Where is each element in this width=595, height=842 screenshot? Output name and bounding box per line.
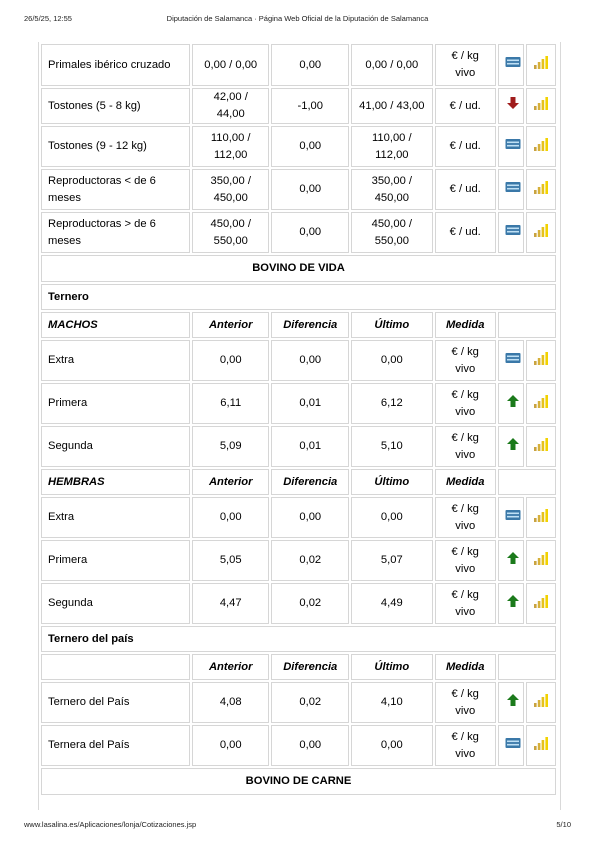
ultimo-value: 4,10 [351,682,433,723]
header-diferencia: Diferencia [271,312,349,338]
bar-chart-icon[interactable] [533,223,549,243]
product-name: Tostones (9 - 12 kg) [41,126,190,167]
chart-cell[interactable] [526,540,556,581]
table-row [41,497,556,538]
bar-chart-icon[interactable] [533,96,549,116]
diferencia-value: 0,02 [271,540,349,581]
product-name: Primera [41,540,190,581]
trend-cell [498,88,525,124]
anterior-value: 6,11 [192,383,270,424]
diferencia-value: 0,00 [271,44,349,86]
anterior-value: 450,00 / 550,00 [192,212,270,253]
chart-cell[interactable] [526,126,556,167]
table-row [41,44,556,86]
ultimo-value: 4,49 [351,583,433,624]
table-row [41,212,556,253]
table-row [41,126,556,167]
table-row [41,583,556,624]
down-arrow-icon [505,97,521,115]
equal-icon [505,138,521,156]
group-label-machos: MACHOS [41,312,190,338]
bar-chart-icon[interactable] [533,736,549,756]
product-name: Segunda [41,583,190,624]
trend-cell [498,497,525,538]
diferencia-value: 0,01 [271,426,349,467]
ultimo-value: 0,00 [351,497,433,538]
table-row [41,725,556,766]
up-arrow-icon [505,694,521,712]
header-empty-name [41,654,190,680]
bar-chart-icon[interactable] [533,180,549,200]
medida-value: € / kg vivo [435,426,496,467]
content-sheet [38,42,561,810]
anterior-value: 0,00 [192,497,270,538]
product-name: Ternera del País [41,725,190,766]
medida-value: € / kg vivo [435,383,496,424]
equal-icon [505,737,521,755]
chart-cell[interactable] [526,88,556,124]
header-empty [498,654,556,680]
subsection-title-ternero: Ternero [41,284,556,310]
diferencia-value: 0,02 [271,682,349,723]
print-datetime: 26/5/25, 12:55 [24,14,72,23]
bar-chart-icon[interactable] [533,351,549,371]
anterior-value: 4,47 [192,583,270,624]
equal-icon [505,509,521,527]
header-ultimo: Último [351,654,433,680]
diferencia-value: -1,00 [271,88,349,124]
trend-cell [498,212,525,253]
trend-cell [498,583,525,624]
header-diferencia: Diferencia [271,469,349,495]
anterior-value: 0,00 / 0,00 [192,44,270,86]
column-header-row [41,469,556,495]
header-ultimo: Último [351,469,433,495]
product-name: Primera [41,383,190,424]
anterior-value: 5,05 [192,540,270,581]
chart-cell[interactable] [526,44,556,86]
column-header-row [41,312,556,338]
anterior-value: 110,00 / 112,00 [192,126,270,167]
up-arrow-icon [505,395,521,413]
medida-value: € / kg vivo [435,540,496,581]
diferencia-value: 0,00 [271,725,349,766]
medida-value: € / kg vivo [435,340,496,381]
ultimo-value: 5,07 [351,540,433,581]
bar-chart-icon[interactable] [533,394,549,414]
diferencia-value: 0,00 [271,340,349,381]
section-row [41,768,556,795]
header-empty [498,312,556,338]
trend-cell [498,169,525,210]
chart-cell[interactable] [526,383,556,424]
trend-cell [498,682,525,723]
subsection-row [41,626,556,652]
bar-chart-icon[interactable] [533,508,549,528]
bar-chart-icon[interactable] [533,594,549,614]
product-name: Ternero del País [41,682,190,723]
table-row [41,88,556,124]
product-name: Tostones (5 - 8 kg) [41,88,190,124]
diferencia-value: 0,00 [271,212,349,253]
anterior-value: 0,00 [192,725,270,766]
product-name: Extra [41,497,190,538]
diferencia-value: 0,01 [271,383,349,424]
ultimo-value: 450,00 / 550,00 [351,212,433,253]
diferencia-value: 0,02 [271,583,349,624]
header-anterior: Anterior [192,469,270,495]
bar-chart-icon[interactable] [533,55,549,75]
trend-cell [498,725,525,766]
header-medida: Medida [435,654,496,680]
product-name: Segunda [41,426,190,467]
table-row [41,383,556,424]
table-row [41,682,556,723]
section-row [41,255,556,282]
chart-cell[interactable] [526,169,556,210]
anterior-value: 5,09 [192,426,270,467]
anterior-value: 350,00 / 450,00 [192,169,270,210]
header-empty [498,469,556,495]
ultimo-value: 6,12 [351,383,433,424]
product-name: Extra [41,340,190,381]
medida-value: € / kg vivo [435,583,496,624]
header-diferencia: Diferencia [271,654,349,680]
bar-chart-icon[interactable] [533,437,549,457]
equal-icon [505,181,521,199]
chart-cell[interactable] [526,583,556,624]
print-url: www.lasalina.es/Aplicaciones/lonja/Cotizaciones.jsp [24,820,197,829]
medida-value: € / ud. [435,169,496,210]
chart-cell[interactable] [526,340,556,381]
table-row [41,540,556,581]
product-name: Reproductoras > de 6 meses [41,212,190,253]
anterior-value: 42,00 / 44,00 [192,88,270,124]
medida-value: € / kg vivo [435,44,496,86]
trend-cell [498,44,525,86]
diferencia-value: 0,00 [271,169,349,210]
header-ultimo: Último [351,312,433,338]
ultimo-value: 41,00 / 43,00 [351,88,433,124]
medida-value: € / kg vivo [435,497,496,538]
table-row [41,169,556,210]
chart-cell[interactable] [526,497,556,538]
table-row [41,426,556,467]
trend-cell [498,340,525,381]
print-page-title: Diputación de Salamanca · Página Web Oficial de la Diputación de Salamanca [166,14,429,23]
cotizaciones-table [39,42,558,797]
medida-value: € / ud. [435,212,496,253]
anterior-value: 0,00 [192,340,270,381]
subsection-title-ternero-pais: Ternero del país [41,626,556,652]
chart-cell[interactable] [526,212,556,253]
ultimo-value: 110,00 / 112,00 [351,126,433,167]
header-anterior: Anterior [192,654,270,680]
print-page-number: 5/10 [556,820,571,829]
column-header-row [41,654,556,680]
product-name: Primales ibérico cruzado [41,44,190,86]
equal-icon [505,56,521,74]
ultimo-value: 5,10 [351,426,433,467]
header-anterior: Anterior [192,312,270,338]
medida-value: € / kg vivo [435,682,496,723]
chart-cell[interactable] [526,426,556,467]
up-arrow-icon [505,438,521,456]
header-medida: Medida [435,469,496,495]
header-medida: Medida [435,312,496,338]
chart-cell[interactable] [526,725,556,766]
medida-value: € / ud. [435,88,496,124]
product-name: Reproductoras < de 6 meses [41,169,190,210]
trend-cell [498,383,525,424]
section-title-bovino-vida: BOVINO DE VIDA [41,255,556,282]
trend-cell [498,426,525,467]
ultimo-value: 0,00 / 0,00 [351,44,433,86]
equal-icon [505,224,521,242]
bar-chart-icon[interactable] [533,693,549,713]
chart-cell[interactable] [526,682,556,723]
trend-cell [498,126,525,167]
bar-chart-icon[interactable] [533,551,549,571]
trend-cell [498,540,525,581]
diferencia-value: 0,00 [271,497,349,538]
ultimo-value: 0,00 [351,340,433,381]
group-label-hembras: HEMBRAS [41,469,190,495]
ultimo-value: 0,00 [351,725,433,766]
equal-icon [505,352,521,370]
up-arrow-icon [505,552,521,570]
anterior-value: 4,08 [192,682,270,723]
subsection-row [41,284,556,310]
medida-value: € / kg vivo [435,725,496,766]
diferencia-value: 0,00 [271,126,349,167]
print-header [24,14,571,26]
up-arrow-icon [505,595,521,613]
print-footer [24,820,571,832]
table-row [41,340,556,381]
medida-value: € / ud. [435,126,496,167]
ultimo-value: 350,00 / 450,00 [351,169,433,210]
bar-chart-icon[interactable] [533,137,549,157]
section-title-bovino-carne: BOVINO DE CARNE [41,768,556,795]
